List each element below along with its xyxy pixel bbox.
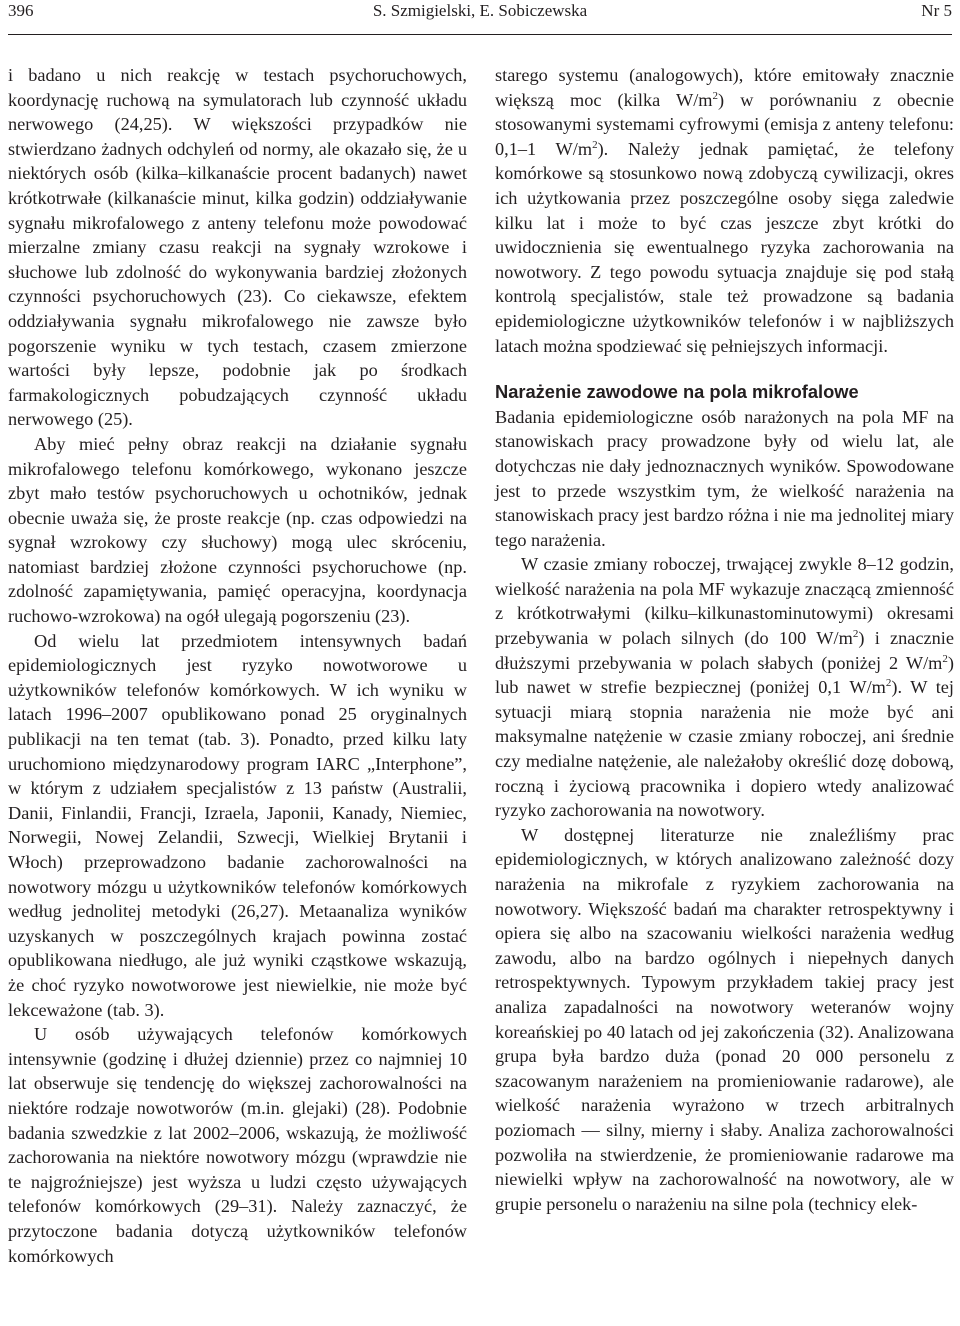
right-paragraph-2: Badania epidemiologiczne osób narażonych na pola MF na stanowiskach pracy prowadzone były od wielu lat, ale dotychczas nie dały jednoznacznych wyników. Spowodowane jest to przede wszystkim tym, że wielkość narażenia na stanowiskach pracy jest bardzo różna i nie ma jednolitej miary tego narażenia. — [495, 406, 954, 550]
section-heading: Narażenie zawodowe na pola mikrofalowe — [495, 381, 859, 403]
superscript: 2 — [712, 89, 719, 102]
text-run: ) lub nawet w strefie bezpiecznej (poniżej 0,1 W/m — [495, 652, 954, 698]
text-run: ) w porównaniu z obecnie stosowanymi systemami cyfrowymi (emisja z anteny telefonu: 0,1–1 W/m — [495, 89, 954, 159]
text-run: ) i znacznie dłuższymi przebywania w polach słabych (poniżej 2 W/m — [495, 628, 954, 673]
text-run: ). Należy jednak pamiętać, że telefony komórkowe są stosunkowo nową zdobyczą cywilizacji, okres ich użytkowania przez poszczególne osoby sięga zaledwie kilku lat i może to być czas jeszcze zbyt krótki do uwidocznienia się ewentualnego ryzyka zachorowania na nowotwory. Z tego powodu sytuacja znajduje się pod stałą kontrolą specjalistów, stale też prowadzone są badania epidemiologiczne użytkowników telefonów i w najbliższych latach można spodziewać się pełniejszych informacji. — [495, 138, 954, 356]
left-paragraph-4: U osób używających telefonów komórkowych intensywnie (godzinę i dłużej dziennie) przez co najmniej 10 lat obserwuje się tendencję do większej zachorowalności na niektóre rodzaje nowotworów (m.in. glejaki) (28). Podobnie badania szwedzkie z lat 2002–2006, wskazują, że możliwość zachorowania na niektóre nowotwory mózgu (wprawdzie nie te najgroźniejsze) jest wyższa u ludzi często używających telefonów komórkowych (29–31). Należy zaznaczyć, że przytoczone badania dotyczą użytkowników telefonów komórkowych — [8, 1024, 467, 1266]
text-run: W czasie zmiany roboczej, trwającej zwykle 8–12 godzin, wielkość narażenia na pola MF wykazuje znaczącą zmienność z krótkotrwałymi (kilku–kilkunastominutowymi) okresami przebywania w polach silnych (do 100 W/m — [495, 554, 954, 649]
right-paragraph-1 — [495, 63, 954, 358]
page-number: 396 — [8, 1, 34, 20]
running-header — [8, 0, 952, 22]
superscript: 2 — [592, 138, 598, 151]
left-paragraph-2: Aby mieć pełny obraz reakcji na działanie sygnału mikrofalowego telefonu komórkowego, wykonano jeszcze zbyt mało testów psychoruchowych u ochotników, jednak obecnie uważa się, że proste reakcje (np. czas odpowiedzi na sygnał wzrokowy czy słuchowy) mogą ulec skróceniu, natomiast bardziej złożone czynności psychoruchowe (np. zdolność zapamiętywania, pamięć operacyjna, koordynacja ruchowo-wzrokowa) na ogół ulegają pogorszeniu (23). — [8, 433, 467, 627]
left-paragraph-1: i badano u nich reakcję w testach psychoruchowych, koordynację ruchową na symulatorach lub czynność układu nerwowego (24,25). W większości przypadków nie stwierdzano żadnych odchyleń od normy, ale okazało się, że u niektórych osób (kilka–kilkanaście procent badanych) nawet krótkotrwałe (kilkanaście minut, kilka godzin) oddziaływanie sygnału mikrofalowego z anteny telefonu może powodować mierzalne zmiany czasu reakcji na sygnały wzrokowe i słuchowe lub zdolność do wykonywania bardziej złożonych czynności psychoruchowych (23). Co ciekawsze, efektem oddziaływania sygnału mikrofalowego nie zawsze było pogorszenie wyniku w tych testach, czasem zmierzone wartości były lepsze, podobnie jak po środkach farmakologicznych pobudzających czynność układu nerwowego (25). — [8, 65, 467, 430]
header-rule — [8, 34, 952, 35]
right-column — [495, 63, 954, 1216]
running-head-authors: S. Szmigielski, E. Sobiczewska — [372, 1, 588, 20]
text-run: ). W tej sytuacji miarą stopnia narażenia nie może być ani maksymalne natężenie w czasie zmiany roboczej, ani średnie czy medialne natężenie, ale należałoby określić dozę dobową, roczną i życiową pracownika i dopiero wtedy analizować ryzyko zachorowania na nowotwory. — [495, 677, 954, 821]
superscript: 2 — [885, 677, 892, 690]
text-run: starego systemu (analogowych), które emitowały znacznie większą moc (kilka W/m — [495, 65, 954, 110]
issue-number: Nr 5 — [921, 1, 952, 20]
right-paragraph-3 — [495, 552, 954, 823]
left-column — [8, 63, 467, 1268]
right-paragraph-4: W dostępnej literaturze nie znaleźliśmy prac epidemiologicznych, w których analizowano zależność dozy narażenia na mikrofale z ryzykiem zachorowania na nowotwory. Większość badań ma charakter retrospektywny i opiera się albo na szacowaniu wielkości narażenia według zawodu, albo na bardzo ogólnych i niepełnych danych retrospektywnych. Typowym przykładem takiej pracy jest analiza zapadalności na nowotwory weteranów wojny koreańskiej po 40 latach od jej zakończenia (32). Analizowana grupa była bardzo duża (ponad 20 000 personelu z szacowanym narażeniem na promieniowanie radarowe), ale wielkość narażenia wyrażono w trzech arbitralnych poziomach — silny, mierny i słaby. Analiza zachorowalności pozwoliła na stwierdzenie, że promieniowanie radarowe ma niewielki wpływ na zachorowalność na nowotwory, ale w grupie personelu o narażeniu na silne pola (technicy elek- — [495, 824, 954, 1214]
superscript: 2 — [852, 627, 859, 640]
left-paragraph-3: Od wielu lat przedmiotem intensywnych badań epidemiologicznych jest ryzyko nowotworowe u użytkowników telefonów komórkowych. W ich wyniku w latach 1996–2007 opublikowano ponad 25 oryginalnych publikacji na ten temat (tab. 3). Ponadto, przed kilku laty uruchomiono międzynarodowy program IARC „Interphone”, w którym z udziałem specjalistów z 13 państw (Australii, Danii, Finlandii, Francji, Izraela, Japonii, Kanady, Niemiec, Norwegii, Nowej Zelandii, Szwecji, Wielkiej Brytanii i Włoch) przeprowadzono badanie zachorowalności na nowotwory mózgu u użytkowników telefonów komórkowych według jednolitej metodyki (26,27). Metaanaliza wyników uzyskanych w poszczególnych krajach powinna zostać opublikowana niedługo, ale już wyniki cząstkowe wskazują, że choć ryzyko nowotworowe jest niewielkie, nie może być lekceważone (tab. 3). — [8, 630, 467, 1020]
superscript: 2 — [942, 652, 948, 665]
